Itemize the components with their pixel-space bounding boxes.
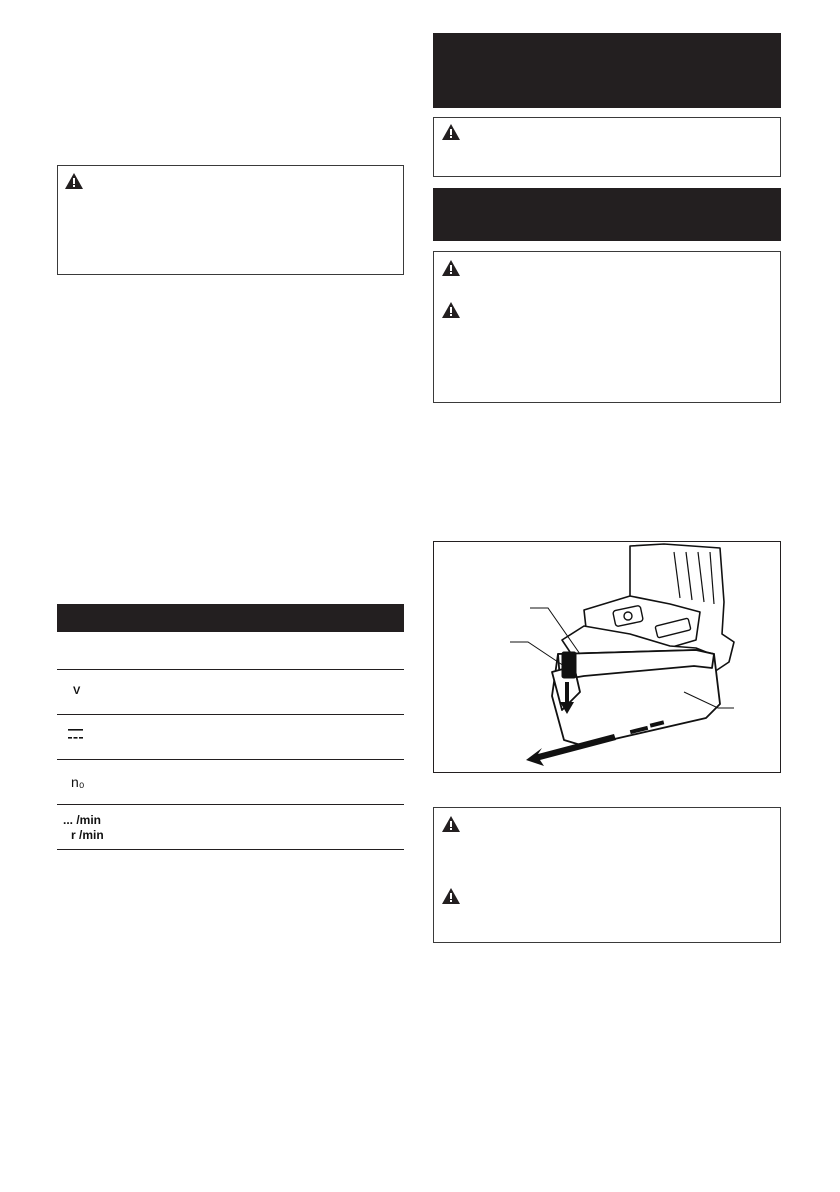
no-load-speed-symbol: n₀ bbox=[71, 774, 85, 790]
table-divider bbox=[57, 759, 404, 760]
warning-triangle-icon bbox=[442, 302, 460, 318]
warning-box-right-3 bbox=[433, 807, 781, 943]
volt-symbol: V bbox=[73, 685, 81, 697]
direct-current-icon bbox=[68, 727, 84, 741]
symbols-table-header bbox=[57, 604, 404, 632]
table-divider bbox=[57, 669, 404, 670]
section-header-bar bbox=[433, 33, 781, 108]
warning-triangle-icon bbox=[442, 888, 460, 904]
warning-triangle-icon bbox=[65, 173, 83, 189]
table-divider bbox=[57, 849, 404, 850]
battery-cartridge-removal-illustration bbox=[434, 542, 780, 772]
revolutions-per-minute-symbol: r /min bbox=[71, 828, 104, 842]
warning-triangle-icon bbox=[442, 816, 460, 832]
table-divider bbox=[57, 804, 404, 805]
per-minute-symbol: ... /min bbox=[63, 813, 102, 827]
battery-removal-figure bbox=[433, 541, 781, 773]
warning-box-right-2 bbox=[433, 251, 781, 403]
warning-box-right-1 bbox=[433, 117, 781, 177]
warning-box-left bbox=[57, 165, 404, 275]
warning-triangle-icon bbox=[442, 124, 460, 140]
table-divider bbox=[57, 714, 404, 715]
section-header-bar bbox=[433, 188, 781, 241]
warning-triangle-icon bbox=[442, 260, 460, 276]
